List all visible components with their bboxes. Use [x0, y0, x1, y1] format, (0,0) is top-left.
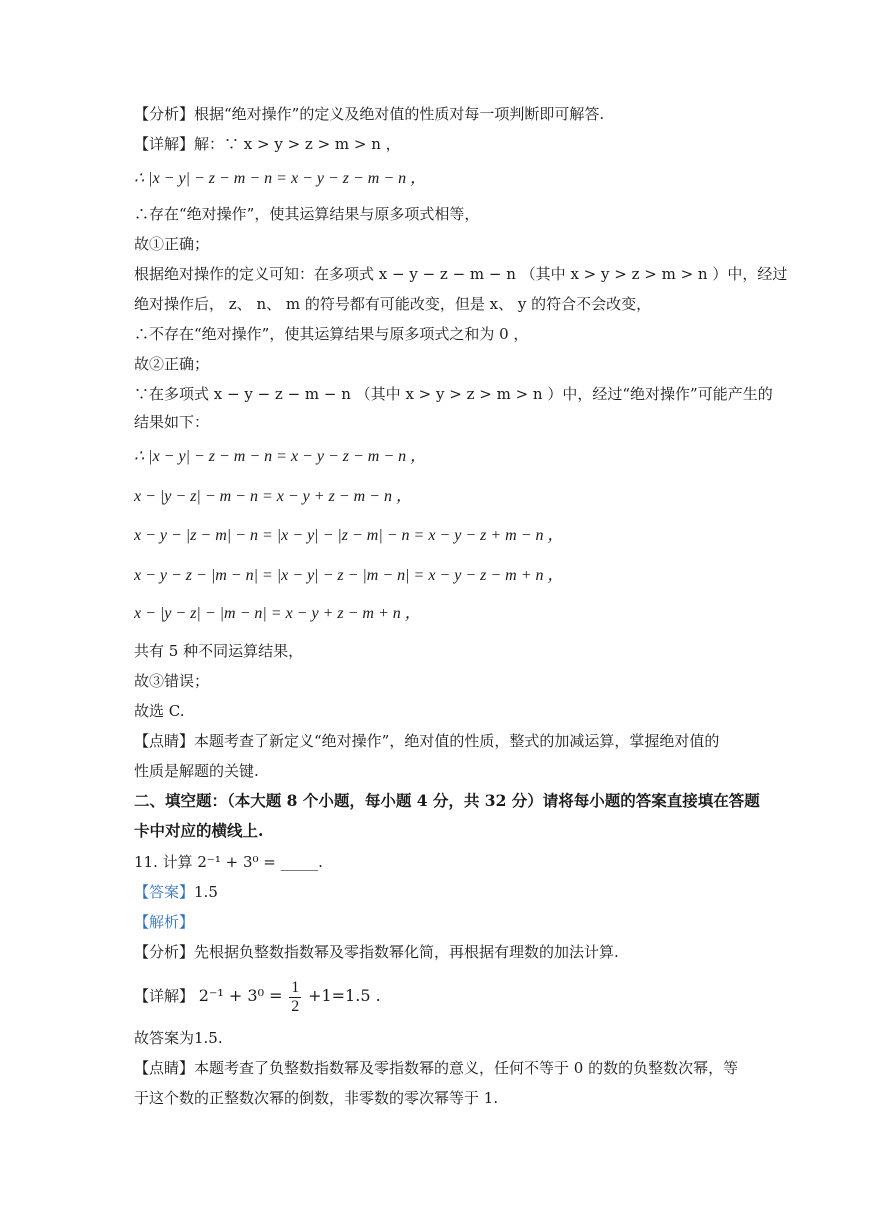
equation-line: x − y − |z − m| − n = |x − y| − |z − m| − n = x − y − z + m − n ，	[134, 527, 564, 544]
text-line: ∴不存在“绝对操作”，使其运算结果与原多项式之和为 0 ，	[134, 325, 529, 343]
text-line: 结果如下：	[134, 413, 210, 431]
section-heading: 二、填空题：（本大题 8 个小题，每小题 4 分，共 32 分）请将每小题的答案直接填在答题	[134, 791, 760, 810]
text-line: 故②正确；	[134, 355, 210, 373]
fraction	[289, 979, 301, 1016]
note-line: 【点睛】本题考查了负整数指数幂及零指数幂的意义，任何不等于 0 的数的负整数次幂，等	[134, 1059, 739, 1077]
answer-line	[134, 882, 744, 902]
detail-label: 【详解】	[134, 987, 195, 1005]
fraction-numerator: 1	[291, 978, 300, 996]
equation-line: x − |y − z| − m − n = x − y + z − m − n ，	[134, 488, 412, 505]
answer-value: 1.5	[194, 883, 218, 901]
equation-line: ∴ |x − y| − z − m − n = x − y − z − m − n ，	[134, 170, 427, 187]
analysis-line: 【分析】先根据负整数指数幂及零指数幂化简，再根据有理数的加法计算.	[134, 943, 619, 961]
equation-line: x − y − z − |m − n| = |x − y| − z − |m − n| = x − y − z − m + n ，	[134, 567, 564, 584]
text-line: 根据绝对操作的定义可知：在多项式 x − y − z − m − n （其中 x > y > z > m > n ）中，经过	[134, 265, 788, 283]
detail-line	[134, 976, 744, 1016]
section-heading: 卡中对应的横线上.	[134, 821, 264, 840]
analysis-line: 【分析】根据“绝对操作”的定义及绝对值的性质对每一项判断即可解答.	[134, 105, 605, 123]
text-line: ∴存在“绝对操作”，使其运算结果与原多项式相等，	[134, 205, 480, 223]
text-line: 绝对操作后， z、 n、 m 的符号都有可能改变，但是 x、 y 的符合不会改变，	[134, 295, 652, 313]
answer-label: 【答案】	[134, 883, 195, 901]
jiexi-label: 【解析】	[134, 913, 195, 931]
detail-expression: 2⁻¹ + 3⁰ =	[198, 986, 283, 1005]
text-line: ∵在多项式 x − y − z − m − n （其中 x > y > z > m > n ）中，经过“绝对操作”可能产生的	[134, 385, 773, 403]
equation-line: x − |y − z| − |m − n| = x − y + z − m + n ，	[134, 605, 421, 622]
text-line: 故③错误；	[134, 672, 210, 690]
detail-result: +1=1.5 .	[308, 986, 381, 1005]
text-line: 故选 C.	[134, 702, 185, 720]
text-line: 共有 5 种不同运算结果，	[134, 642, 304, 660]
equation-line: ∴ |x − y| − z − m − n = x − y − z − m − n ，	[134, 448, 427, 465]
conclusion-line: 故答案为1.5.	[134, 1029, 223, 1047]
note-line: 于这个数的正整数次幂的倒数，非零数的零次幂等于 1.	[134, 1089, 499, 1107]
detail-line: 【详解】解：∵ x > y > z > m > n ，	[134, 135, 401, 153]
question-11: 11. 计算 2⁻¹ + 3⁰ = _____.	[134, 853, 323, 871]
fraction-denominator: 2	[291, 997, 300, 1015]
text-line: 故①正确；	[134, 235, 210, 253]
note-line: 性质是解题的关键.	[134, 762, 259, 780]
note-line: 【点睛】本题考查了新定义“绝对操作”，绝对值的性质，整式的加减运算，掌握绝对值的	[134, 732, 720, 750]
